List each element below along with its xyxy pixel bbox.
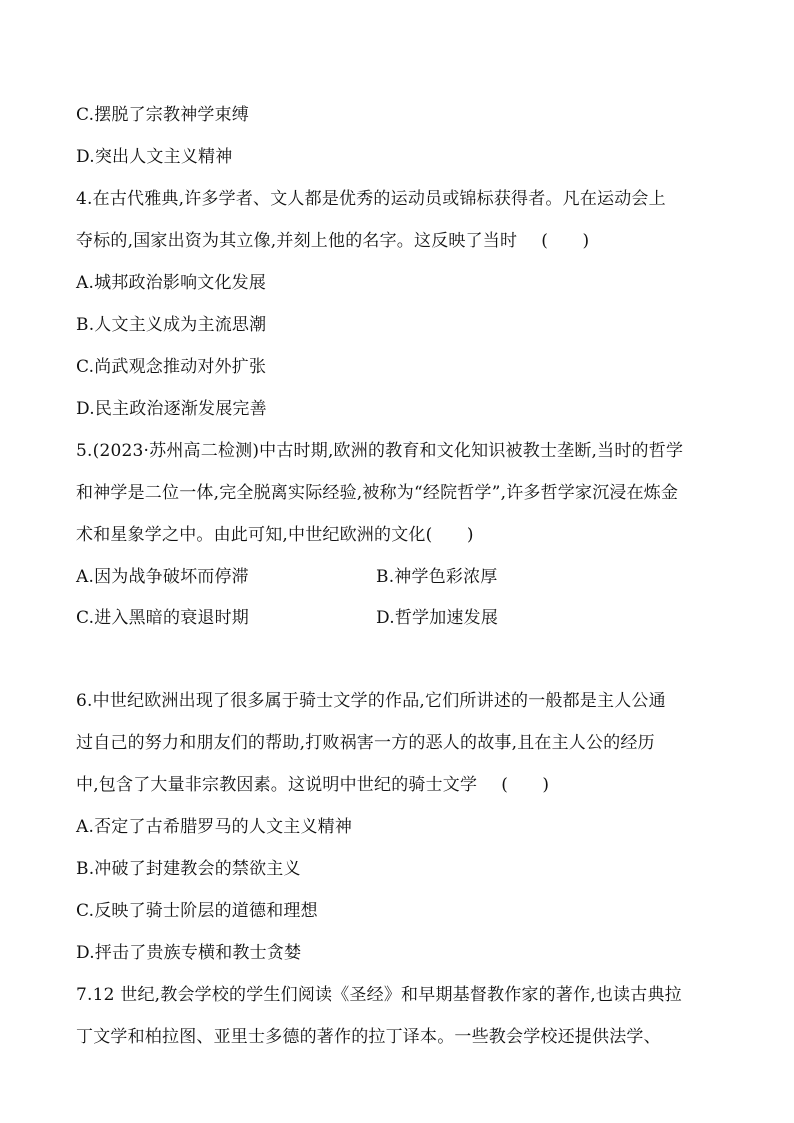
q5-option-b: B.神学色彩浓厚 — [376, 567, 498, 587]
q7-stem-line-2: 丁文学和柏拉图、亚里士多德的著作的拉丁译本。一些教会学校还提供法学、 — [76, 1027, 661, 1047]
q4-stem-text: 夺标的,国家出资为其立像,并刻上他的名字。这反映了当时 — [76, 231, 518, 251]
q5-stem-line-2: 和神学是二位一体,完全脱离实际经验,被称为“经院哲学”,许多哲学家沉浸在炼金 — [76, 483, 679, 503]
q5-option-d: D.哲学加速发展 — [376, 608, 499, 628]
q7-stem-line-1: 7.12 世纪,教会学校的学生们阅读《圣经》和早期基督教作家的著作,也读古典拉 — [76, 985, 682, 1005]
q3-option-c: C.摆脱了宗教神学束缚 — [76, 105, 250, 125]
q4-option-a: A.城邦政治影响文化发展 — [76, 273, 267, 293]
q6-stem-line-2: 过自己的努力和朋友们的帮助,打败祸害一方的恶人的故事,且在主人公的经历 — [76, 733, 655, 753]
q4-option-b: B.人文主义成为主流思潮 — [76, 315, 267, 335]
q5-stem-line-3: 术和星象学之中。由此可知,中世纪欧洲的文化( ) — [76, 525, 474, 545]
q6-stem-text: 中,包含了大量非宗教因素。这说明中世纪的骑士文学 — [76, 775, 478, 795]
q6-stem-line-1: 6.中世纪欧洲出现了很多属于骑士文学的作品,它们所讲述的一般都是主人公通 — [76, 691, 666, 711]
q5-option-a: A.因为战争破坏而停滞 — [76, 567, 249, 587]
q3-option-d: D.突出人文主义精神 — [76, 147, 233, 167]
q5-option-c: C.进入黑暗的衰退时期 — [76, 608, 250, 628]
q6-option-a: A.否定了古希腊罗马的人文主义精神 — [76, 817, 353, 837]
q6-option-b: B.冲破了封建教会的禁欲主义 — [76, 859, 301, 879]
q4-option-c: C.尚武观念推动对外扩张 — [76, 357, 267, 377]
q5-stem-line-1: 5.(2023·苏州高二检测)中古时期,欧洲的教育和文化知识被教士垄断,当时的哲学 — [76, 441, 684, 461]
q6-stem-line-3 — [76, 773, 736, 797]
q4-option-d: D.民主政治逐渐发展完善 — [76, 399, 267, 419]
q4-stem-line-1: 4.在古代雅典,许多学者、文人都是优秀的运动员或锦标获得者。凡在运动会上 — [76, 189, 666, 209]
q5-options-row-2 — [76, 606, 736, 630]
q4-stem-line-2 — [76, 229, 736, 253]
q6-answer-blank: ( ) — [501, 775, 550, 795]
q6-option-c: C.反映了骑士阶层的道德和理想 — [76, 901, 318, 921]
q4-answer-blank: ( ) — [541, 231, 590, 251]
q5-options-row-1 — [76, 565, 736, 589]
q6-option-d: D.抨击了贵族专横和教士贪婪 — [76, 943, 302, 963]
